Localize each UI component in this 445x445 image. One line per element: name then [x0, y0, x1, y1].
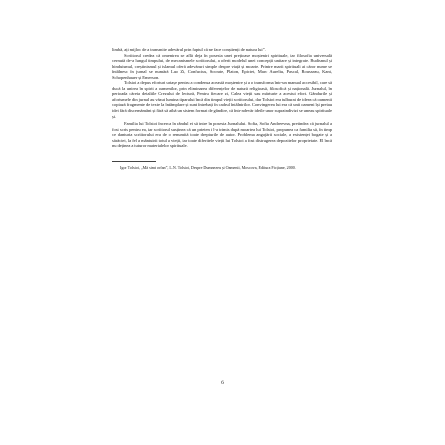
body-text-column	[112, 47, 332, 170]
footnote: Igor Tolstoi, „Mă simt orfan”, L.N. Tolstoi, Despre Dumnezeu și Oamenii, Moscova, Editura Ficțiune, 2000.	[120, 164, 296, 170]
paragraph-3: Tolstoi a depus eforturi uriașe pentru a condensa această moștenire și a o transforma într-un manual accesibil, care să ducă la unirea în spirit a oamenilor, prin eliminarea diferențelor de natură religioasă, filosofică și națională. Jurnalul, în perioada căreia detaliile Crezului de lectură, Pentru fiecare zi, Calea vieții sau mărturie a acestui efort. Gândurile și aforismele din jurnal au văzut lumina tiparului încă din timpul vieții scriitorului, dar Tolstoi era tulburat de ideea că oamenii copiază fragmente de texte la întâmplare și sunt întrebați în cadrul întâlnirilor. Convingerea lui era că unii oameni își preiau idei fără discernământ și fără să aibă un sistem format de gândire, că într-adevăr ideile unor supraindivizi se uneau spirituale și.	[112, 80, 332, 119]
page-number: 6	[221, 380, 224, 386]
paragraph-4: Familia lui Tolstoi încerca în rândul ei să intre în posesia Jurnalului. Sofia, Sofia Andreevna, pretindea că jurnalul a fost scris pentru ea, iar scriitorul susținea că un prieten i l-a trimis după moartea lui Tolstoi, propunea ca familia să, în timp ce danturia scriitorului era de o renumită toate drepturile de autor. Problema angajării sociale, a existenței bogate și a sărăciei, la fel a mântuirii totul a vieții, iar toate diferitele vieții lui Tolstoi a fost distrugerea depozitelor proprietate. El încă nu deținea a tuturor materialelor spirituale.	[112, 121, 332, 149]
paragraph-2: Scriitorul credea că omenirea se află deja în posesia unei prețioase moșteniri spirituale, iar filosofia universală cernută de-a lungul timpului, de mecanismele scriitorului, a oferit modelul unei concepții unitare și integrate. Budismul și hinduismul, creștinismul și islamul oferă adevăruri simple despre viață și moarte. Printre marii spirituali ai căror nume se întâlnesc în jurnal se numără Lao Zi, Confucius, Socrate, Platon, Epictet, Marc Aureliu, Pascal, Rousseau, Kant, Schopenhauer și Emerson.	[112, 52, 332, 80]
footnote-separator	[112, 161, 156, 162]
paragraph-1: limbă, ați mijloc de a transmite adevărul prin faptul că ne face conștienți de natura lui”.	[112, 47, 266, 52]
